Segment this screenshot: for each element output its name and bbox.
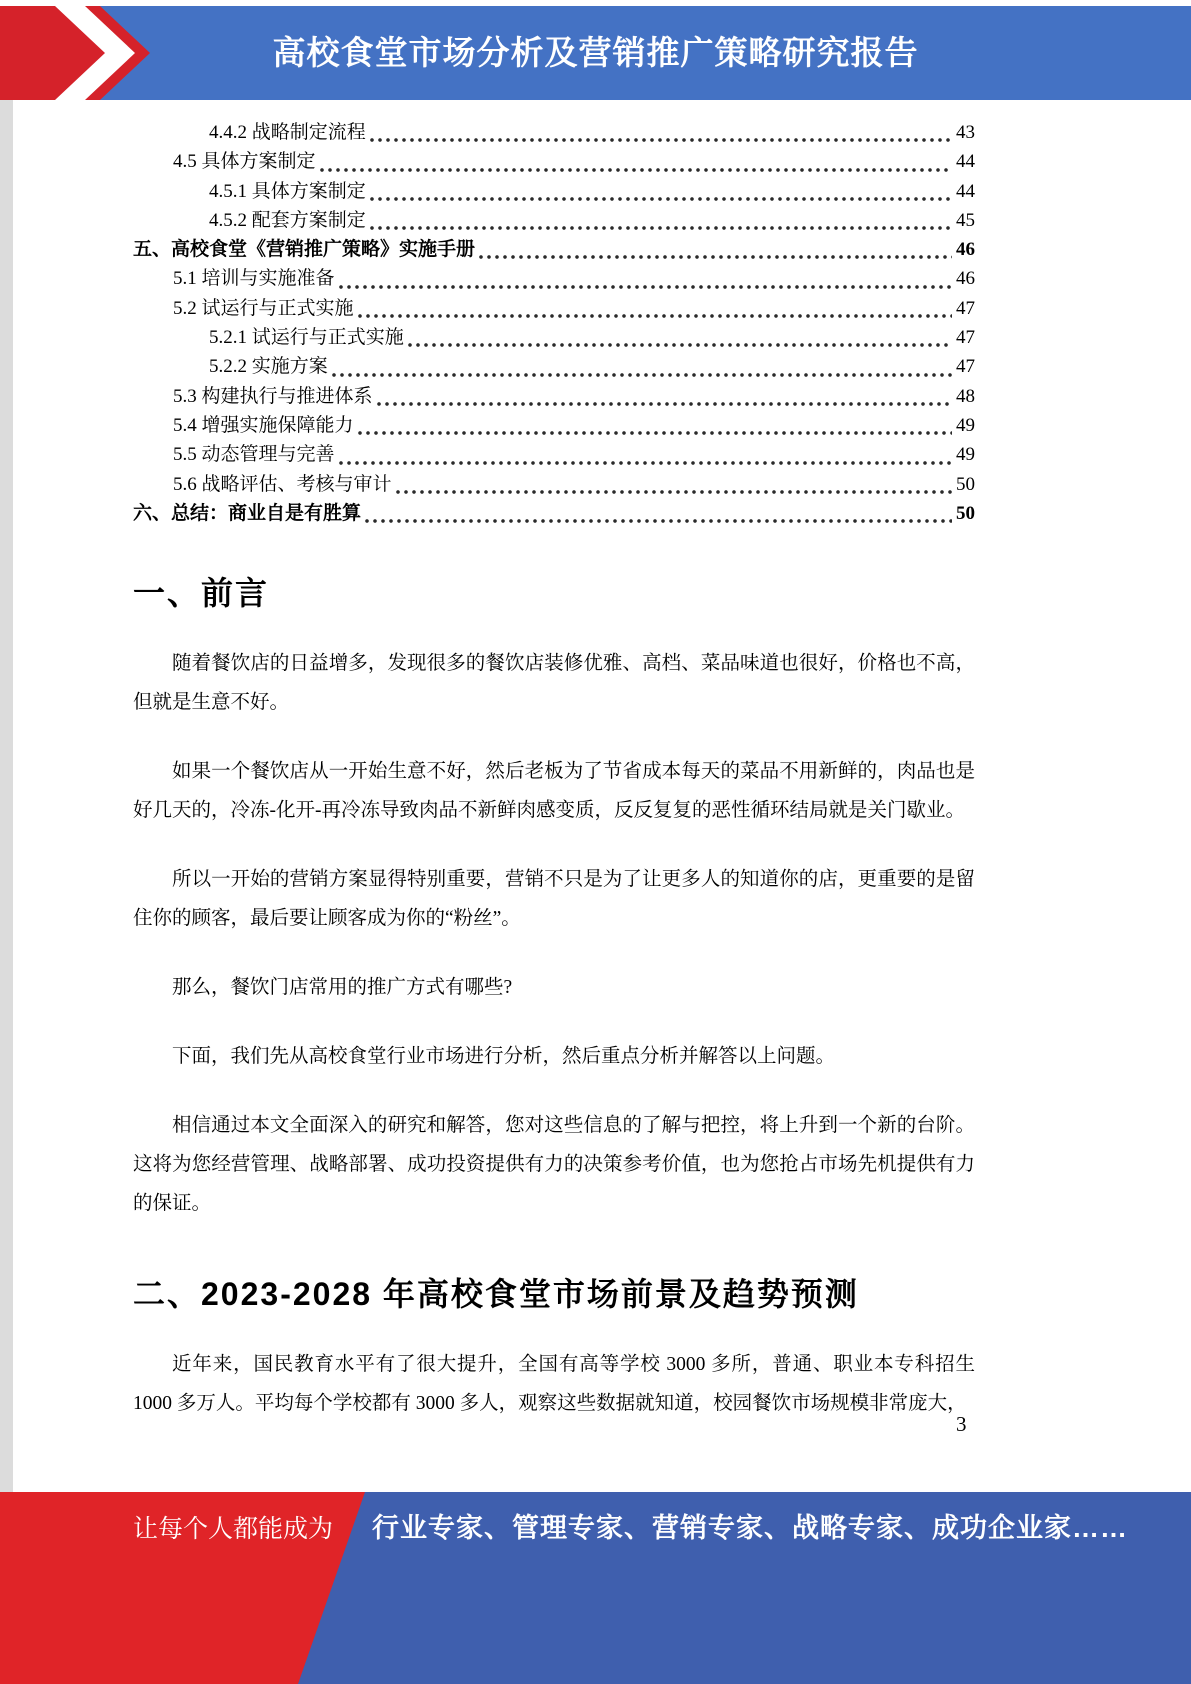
table-of-contents — [133, 118, 975, 528]
toc-dot-leader — [339, 270, 952, 294]
toc-entry-label: 5.2.2 实施方案 — [209, 356, 328, 378]
paragraph: 那么，餐饮门店常用的推广方式有哪些? — [172, 977, 513, 999]
toc-entry-page: 44 — [956, 180, 975, 202]
toc-entry[interactable] — [133, 235, 975, 264]
toc-dot-leader — [332, 358, 952, 382]
toc-entry-page: 47 — [956, 327, 975, 349]
toc-dot-leader — [370, 211, 952, 235]
toc-entry-label: 5.2.1 试运行与正式实施 — [209, 327, 404, 349]
toc-dot-leader — [339, 446, 952, 470]
toc-entry-page: 47 — [956, 356, 975, 378]
toc-dot-leader — [370, 123, 952, 147]
toc-entry-label: 4.5 具体方案制定 — [173, 151, 316, 173]
toc-entry[interactable] — [133, 294, 975, 323]
toc-entry-label: 4.5.1 具体方案制定 — [209, 180, 366, 202]
toc-entry[interactable] — [133, 352, 975, 381]
toc-entry-page: 49 — [956, 444, 975, 466]
toc-entry[interactable] — [133, 382, 975, 411]
page-edge-strip — [0, 100, 13, 1492]
toc-entry-label: 5.5 动态管理与完善 — [173, 444, 335, 466]
document-body — [133, 100, 975, 1423]
toc-dot-leader — [320, 153, 952, 177]
toc-dot-leader — [396, 475, 952, 499]
toc-entry[interactable] — [133, 440, 975, 469]
toc-entry-page: 46 — [956, 239, 975, 261]
toc-entry-label: 5.3 构建执行与推进体系 — [173, 385, 373, 407]
toc-entry-label: 5.2 试运行与正式实施 — [173, 297, 354, 319]
toc-dot-leader — [370, 182, 952, 206]
paragraph: 相信通过本文全面深入的研究和解答，您对这些信息的了解与把控，将上升到一个新的台阶。这将为您经营管理、战略部署、成功投资提供有力的决策参考价值，也为您抢占市场先机提供有力的保证。 — [133, 1115, 975, 1215]
toc-dot-leader — [365, 504, 952, 528]
paragraph: 近年来，国民教育水平有了很大提升，全国有高等学校 3000 多所，普通、职业本专科招生 1000 多万人。平均每个学校都有 3000 多人，观察这些数据就知道，校园餐饮市场规模非常庞大， — [133, 1354, 975, 1415]
toc-entry-page: 46 — [956, 268, 975, 290]
toc-entry-label: 4.4.2 战略制定流程 — [209, 122, 366, 143]
toc-entry[interactable] — [133, 147, 975, 176]
paragraph: 如果一个餐饮店从一开始生意不好，然后老板为了节省成本每天的菜品不用新鲜的，肉品也是好几天的，冷冻-化开-再冷冻导致肉品不新鲜肉感变质，反反复复的恶性循环结局就是关门歇业。 — [133, 761, 975, 822]
chevron-arrow-icon — [0, 6, 170, 100]
toc-entry[interactable] — [133, 411, 975, 440]
toc-entry[interactable] — [133, 177, 975, 206]
toc-entry[interactable] — [133, 118, 975, 147]
toc-entry-page: 47 — [956, 297, 975, 319]
footer-slogan-right: 行业专家、管理专家、营销专家、战略专家、成功企业家…… — [372, 1513, 1128, 1543]
header-banner — [0, 6, 1191, 100]
toc-dot-leader — [358, 299, 952, 323]
toc-dot-leader — [377, 387, 952, 411]
section-heading-foreword: 一、前言 — [133, 575, 270, 612]
toc-dot-leader — [358, 416, 952, 440]
toc-entry-label: 六、总结：商业自是有胜算 — [133, 502, 362, 524]
toc-entry[interactable] — [133, 206, 975, 235]
toc-entry-label: 5.6 战略评估、考核与审计 — [173, 473, 392, 495]
toc-entry-label: 五、高校食堂《营销推广策略》实施手册 — [133, 239, 476, 261]
toc-entry-page: 49 — [956, 414, 975, 436]
toc-entry[interactable] — [133, 499, 975, 528]
toc-entry[interactable] — [133, 470, 975, 499]
toc-entry-page: 45 — [956, 209, 975, 231]
footer-banner — [0, 1492, 1191, 1684]
footer-slogan-left: 让每个人都能成为 — [133, 1515, 334, 1543]
toc-entry-label: 5.4 增强实施保障能力 — [173, 414, 354, 436]
toc-entry-page: 50 — [956, 502, 975, 524]
toc-entry-page: 43 — [956, 122, 975, 143]
report-title: 高校食堂市场分析及营销推广策略研究报告 — [272, 34, 919, 71]
paragraph: 随着餐饮店的日益增多，发现很多的餐饮店装修优雅、高档、菜品味道也很好，价格也不高，但就是生意不好。 — [133, 653, 975, 714]
toc-entry-page: 44 — [956, 151, 975, 173]
toc-entry-page: 50 — [956, 473, 975, 495]
paragraph: 所以一开始的营销方案显得特别重要，营销不只是为了让更多人的知道你的店，更重要的是留住你的顾客，最后要让顾客成为你的“粉丝”。 — [133, 869, 975, 930]
toc-entry-label: 5.1 培训与实施准备 — [173, 268, 335, 290]
toc-entry[interactable] — [133, 264, 975, 293]
toc-entry-page: 48 — [956, 385, 975, 407]
toc-entry[interactable] — [133, 323, 975, 352]
toc-entry-label: 4.5.2 配套方案制定 — [209, 209, 366, 231]
toc-dot-leader — [408, 328, 952, 352]
paragraph: 下面，我们先从高校食堂行业市场进行分析，然后重点分析并解答以上问题。 — [172, 1046, 836, 1068]
section-heading-market-forecast: 二、2023-2028 年高校食堂市场前景及趋势预测 — [133, 1276, 859, 1313]
page-number: 3 — [956, 1412, 967, 1436]
toc-dot-leader — [479, 240, 952, 264]
